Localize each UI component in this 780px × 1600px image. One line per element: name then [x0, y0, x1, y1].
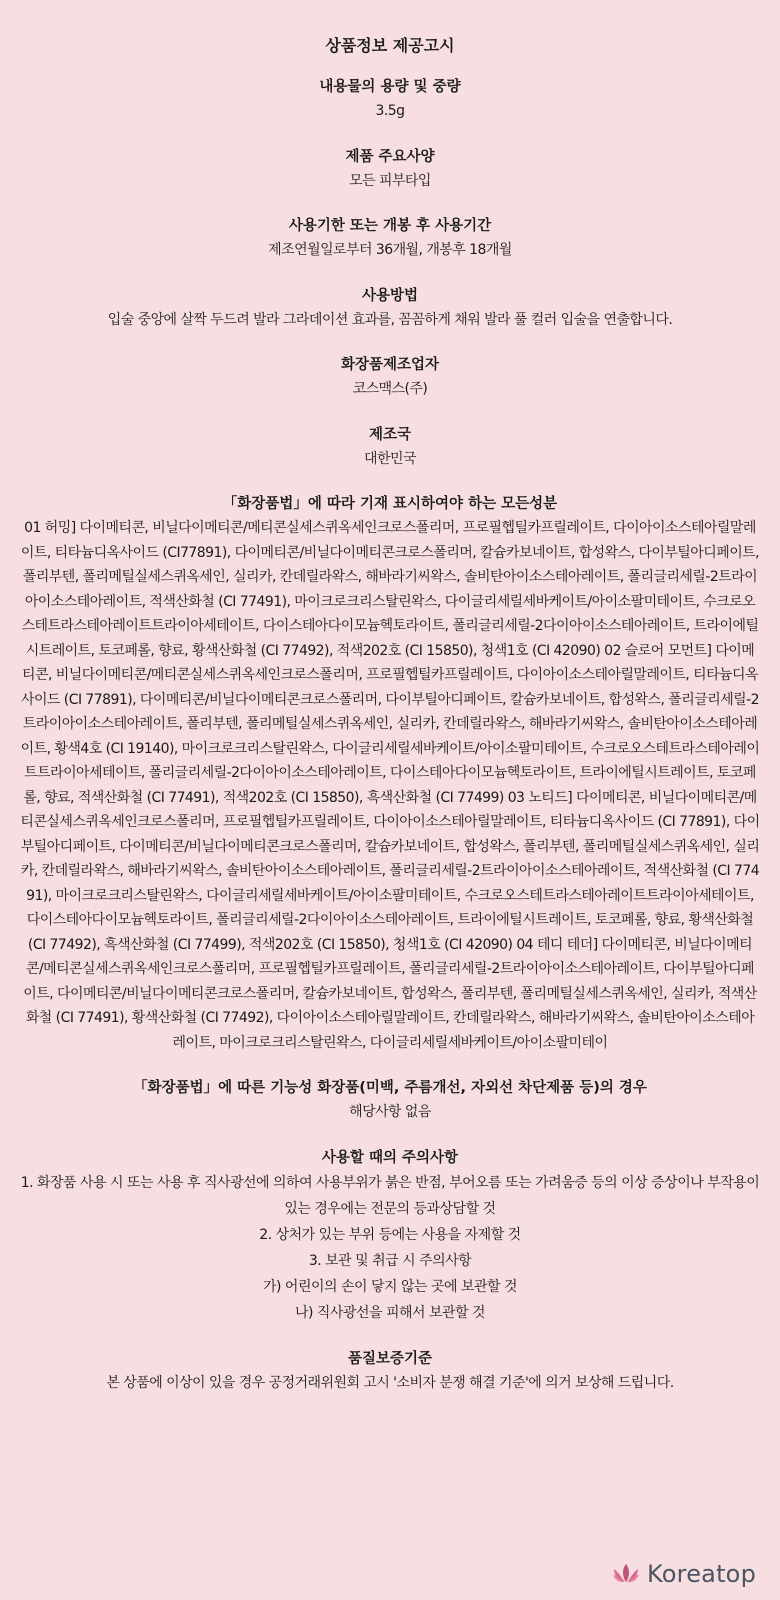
- caution-line: 3. 보관 및 취급 시 주의사항: [308, 1252, 472, 1269]
- manufacturer-title: 화장품제조업자: [340, 357, 440, 373]
- cautions-title: 사용할 때의 주의사항: [321, 1149, 459, 1166]
- quality-value: 본 상품에 이상이 있을 경우 공정거래위원회 고시 '소비자 분쟁 해결 기준'에 의거 보상해 드립니다.: [106, 1374, 674, 1391]
- caution-line: 가) 어린이의 손이 닿지 않는 곳에 보관할 것: [262, 1278, 518, 1295]
- section-expiry: [20, 215, 760, 263]
- section-usage: [20, 285, 760, 333]
- section-ingredients: [20, 493, 760, 1055]
- section-country: [20, 424, 760, 472]
- caution-line: 1. 화장품 사용 시 또는 사용 후 직사광선에 의하여 사용부위가 붉은 반점, 부어오름 또는 가려움증 등의 이상 증상이나 부작용이 있는 경우에는 전문의 등과상담할 것: [20, 1174, 760, 1217]
- caution-line: 나) 직사광선을 피해서 보관할 것: [294, 1304, 486, 1321]
- caution-line: 2. 상처가 있는 부위 등에는 사용을 자제할 것: [259, 1226, 521, 1243]
- functional-title: 「화장품법」에 따른 기능성 화장품(미백, 주름개선, 자외선 차단제품 등)의 경우: [133, 1080, 647, 1096]
- ingredients-list: 01 허밍] 다이메티콘, 비닐다이메티콘/메티콘실세스퀴옥세인크로스폴리머, 프로필헵틸카프릴레이트, 다이아이소스테아릴말레이트, 티타늄디옥사이드 (CI77891), 다이메티콘/비닐다이메티콘크로스폴리머, 칼슘카보네이트, 합성왁스, 다이부틸아디페이트, 폴리부텐, 폴리메틸실세스퀴옥세인, 실리카, 칸데릴라왁스, 해바라기씨왁스, 솔비탄아이소스테아레이트, 폴리글리세릴-2트라이아이소스테아레이트, 적색산화철 (CI 77491), 마이크로크리스탈린왁스, 다이글리세릴세바케이트/아이소팔미테이트, 수크로오스테트라스테아레이트트라이아세테이트, 다이스테아다이모늄헥토라이트, 폴리글리세릴-2다이아이소스테아레이트, 트라이에틸시트레이트, 토코페롤, 향료, 황색산화철 (CI 77492), 적색202호 (CI 15850), 청색1호 (CI 42090) 02 슬로어 모먼트] 다이메티콘, 비닐다이메티콘/메티콘실세스퀴옥세인크로스폴리머, 프로필헵틸카프릴레이트, 다이아이소스테아릴말레이트, 티타늄디옥사이드 (CI 77891), 다이메티콘/비닐다이메티콘크로스폴리머, 다이부틸아디페이트, 칼슘카보네이트, 합성왁스, 폴리글리세릴-2트라이아이소스테아레이트, 폴리부텐, 폴리메틸실세스퀴옥세인, 실리카, 칸데릴라왁스, 해바라기씨왁스, 솔비탄아이소스테아레이트, 황색4호 (CI 19140), 마이크로크리스탈린왁스, 다이글리세릴세바케이트/아이소팔미테이트, 수크로오스테트라스테아레이트트라이아세테이트, 폴리글리세릴-2다이아이소스테아레이트, 다이스테아다이모늄헥토라이트, 트라이에틸시트레이트, 토코페롤, 향료, 적색산화철 (CI 77491), 적색202호 (CI 15850), 흑색산화철 (CI 77499) 03 노티드] 다이메티콘, 비닐다이메티콘/메티콘실세스퀴옥세인크로스폴리머, 프로필헵틸카프릴레이트, 다이아이소스테아릴말레이트, 티타늄디옥사이드 (CI 77891), 다이부틸아디페이트, 다이메티콘/비닐다이메티콘크로스폴리머, 칼슘카보네이트, 합성왁스, 폴리부텐, 폴리메틸실세스퀴옥세인, 실리카, 칸데릴라왁스, 해바라기씨왁스, 솔비탄아이소스테아레이트, 폴리글리세릴-2트라이아이소스테아레이트, 적색산화철 (CI 77491), 마이크로크리스탈린왁스, 다이글리세릴세바케이트/아이소팔미테이트, 수크로오스테트라스테아레이트트라이아세테이트, 다이스테아다이모늄헥토라이트, 폴리글리세릴-2다이아이소스테아레이트, 트라이에틸시트레이트, 토코페롤, 향료, 황색산화철 (CI 77492), 흑색산화철 (CI 77499), 적색202호 (CI 15850), 청색1호 (CI 42090) 04 테디 테더] 다이메티콘, 비닐다이메티콘/메티콘실세스퀴옥세인크로스폴리머, 프로필헵틸카프릴레이트, 폴리글리세릴-2트라이아이소스테아레이트, 다이부틸아디페이트, 다이메티콘/비닐다이메티콘크로스폴리머, 칼슘카보네이트, 합성왁스, 폴리부텐, 폴리메틸실세스퀴옥세인, 실리카, 적색산화철 (CI 77491), 황색산화철 (CI 77492), 다이아이소스테아릴말레이트, 칸데릴라왁스, 해바라기씨왁스, 솔비탄아이소스테아레이트, 마이크로크리스탈린왁스, 다이글리세릴세바케이트/아이소팔미테이: [20, 520, 760, 1051]
- usage-title: 사용방법: [361, 287, 419, 304]
- koreatop-logo: [611, 1560, 756, 1588]
- spec-value: 모든 피부타입: [349, 172, 431, 189]
- section-spec: [20, 146, 760, 194]
- volume-value: 3.5g: [375, 103, 405, 119]
- lotus-icon: [611, 1561, 641, 1587]
- expiry-title: 사용기한 또는 개봉 후 사용기간: [288, 218, 492, 234]
- section-cautions: [20, 1147, 760, 1326]
- section-volume: [20, 76, 760, 124]
- country-value: 대한민국: [364, 450, 416, 467]
- section-functional: [20, 1077, 760, 1125]
- page-title: 상품정보 제공고시: [325, 36, 455, 55]
- logo-text: Koreatop: [647, 1560, 756, 1588]
- usage-value: 입술 중앙에 살짝 두드려 발라 그라데이션 효과를, 꼼꼼하게 채워 발라 풀 컬러 입술을 연출합니다.: [107, 311, 673, 328]
- functional-value: 해당사항 없음: [349, 1104, 431, 1120]
- section-quality: [20, 1348, 760, 1396]
- expiry-value: 제조연월일로부터 36개월, 개봉후 18개월: [268, 242, 512, 258]
- ingredients-title: 「화장품법」에 따라 기재 표시하여야 하는 모든성분: [222, 496, 558, 512]
- volume-title: 내용물의 용량 및 중량: [319, 79, 461, 95]
- quality-title: 품질보증기준: [347, 1350, 433, 1367]
- section-manufacturer: [20, 354, 760, 402]
- manufacturer-value: 코스맥스(주): [352, 381, 428, 397]
- spec-title: 제품 주요사양: [345, 148, 435, 165]
- country-title: 제조국: [368, 426, 412, 443]
